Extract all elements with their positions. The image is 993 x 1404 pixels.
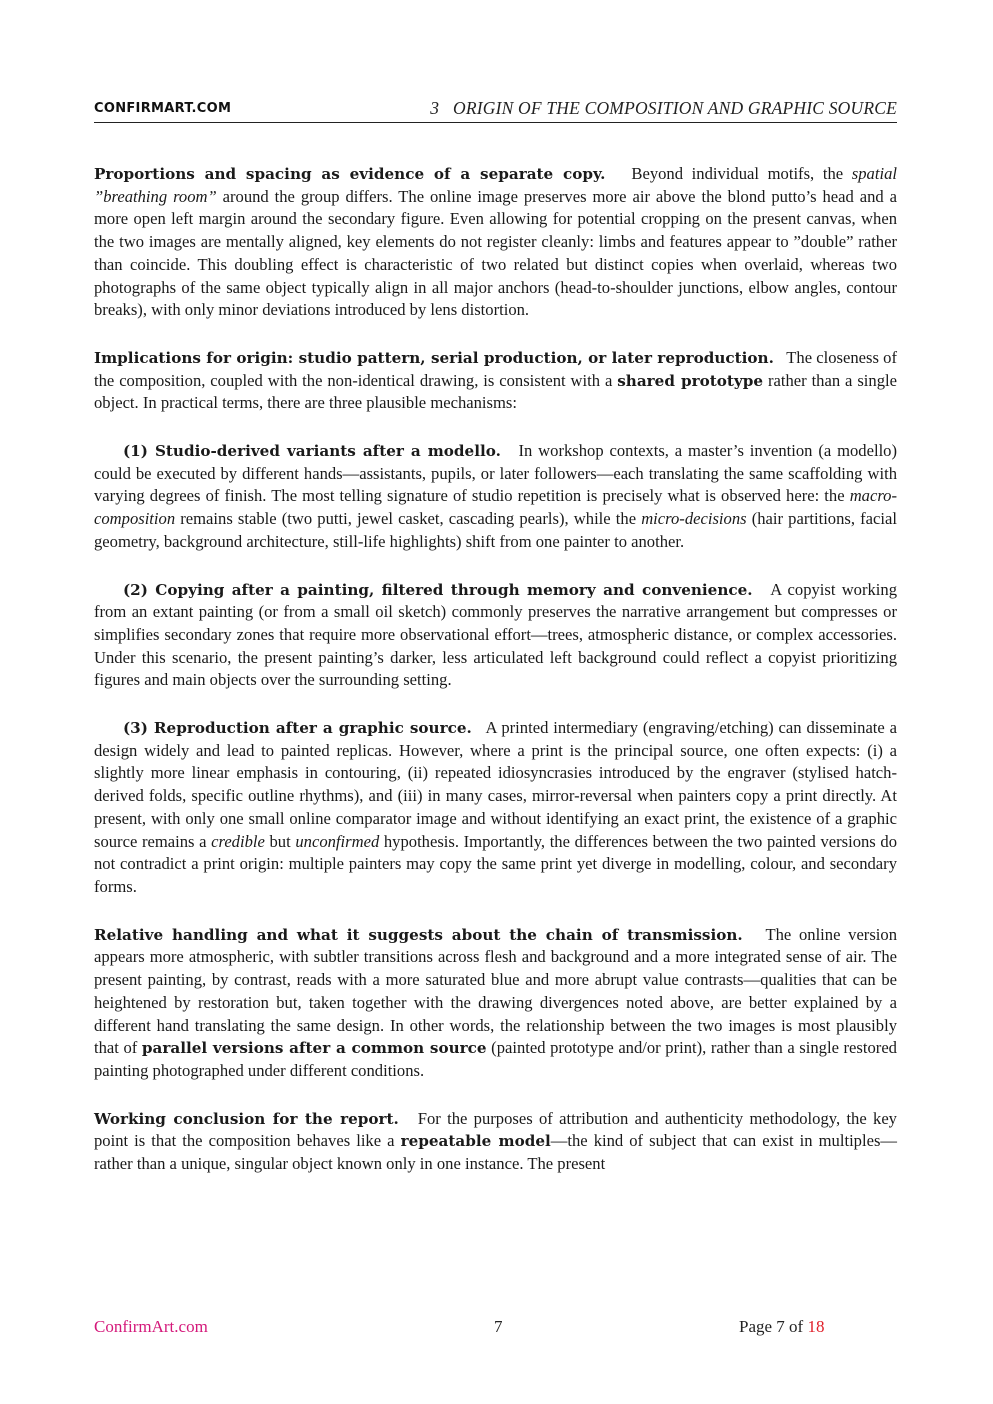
bold-text: parallel versions after a common source	[141, 1039, 487, 1058]
footer-page-number: 7	[494, 1317, 503, 1336]
running-section-title	[430, 98, 897, 119]
site-logo: CONFIRMART.COM	[94, 101, 232, 116]
paragraph-text: (hair partitions, facial geometry, background architecture, still-life highlights) shift from one painter to another.	[94, 509, 897, 551]
paragraph-text: —the kind of subject that can exist in multiples—rather than a unique, singular object known only in one instance. The present	[94, 1131, 897, 1174]
paragraph-text: A copyist working from an extant painting (or from a small oil sketch) commonly preserves the narrative arrangement but compresses or simplifies secondary zones that require more observational effort—trees, atmospheric distance, or complex accessories. Under this scenario, the present painting’s darker, less articulated left background could reflect a copyist prioritizing figures and main objects over the surrounding setting.	[94, 579, 897, 690]
paragraph-heading: (3) Reproduction after a graphic source.	[123, 719, 472, 738]
paragraph-text: The closeness of the composition, coupled with the non-identical drawing, is consistent with a	[94, 347, 898, 390]
document-body	[94, 163, 897, 1201]
paragraph-text: For the purposes of attribution and authenticity methodology, the key point is that the composition behaves like a	[94, 1108, 897, 1151]
footer-page-of	[739, 1317, 824, 1337]
paragraph-text: In workshop contexts, a master’s invention (a modello) could be executed by different hands—assistants, pupils, or later followers—each translating the same scaffolding with varying degrees of finish. The most telling signature of studio repetition is precisely what is observed here: the	[94, 441, 898, 506]
bold-text: repeatable model	[400, 1132, 551, 1151]
paragraph-studio-variants	[94, 440, 897, 554]
page-label: Page 7 of	[739, 1317, 808, 1336]
paragraph-text: Beyond individual motifs, the	[631, 164, 852, 183]
paragraph-working-conclusion	[94, 1108, 897, 1176]
paragraph-text: A printed intermediary (engraving/etching) can disseminate a design widely and lead to painted replicas. However, where a print is the principal source, one often expects: (i) a slightly more linear emphasis in contouring, (ii) repeated idiosyncrasies introduced by the engraver (stylised hatch-derived folds, specific outline rhythms), and (iii) in many cases, mirror-reversal when painters copy a print directly. At present, with only one small online comparator image and without identifying an exact print, the existence of a graphic source remains a	[94, 718, 898, 851]
paragraph-text: remains stable (two putti, jewel casket, cascading pearls), while the	[175, 509, 642, 529]
paragraph-heading: Working conclusion for the report.	[94, 1109, 399, 1128]
paragraph-proportions	[94, 163, 897, 322]
paragraph-copying	[94, 579, 897, 693]
paragraph-heading: (1) Studio-derived variants after a modello.	[123, 442, 501, 461]
emphasis-text: unconfirmed	[295, 831, 380, 851]
paragraph-text: hypothesis. Importantly, the differences between the two painted versions do not contradict a print origin: multiple painters may copy the same print yet diverge in modelling, colour, and secondary forms.	[94, 831, 897, 896]
emphasis-text: micro-decisions	[641, 509, 747, 529]
paragraph-heading: Implications for origin: studio pattern, serial production, or later reproduction.	[94, 348, 774, 367]
paragraph-heading: Relative handling and what it suggests about the chain of transmission.	[94, 925, 743, 944]
bold-text: shared prototype	[617, 371, 764, 390]
paragraph-text: The online version appears more atmospheric, with subtler transitions across flesh and background and a more integrated sense of air. The present painting, by contrast, reads with a more saturated blue and more abrupt value contrasts—qualities that can be heightened by restoration but, taken together with the drawing divergences noted above, are better explained by a different hand translating the same design. In other words, the relationship between the two images is most plausibly that of	[94, 924, 897, 1058]
page-footer	[94, 1317, 897, 1337]
paragraph-text: (painted prototype and/or print), rather than a single restored painting photographed under different conditions.	[94, 1038, 897, 1080]
emphasis-text: macro-composition	[94, 486, 897, 529]
paragraph-implications	[94, 347, 897, 415]
paragraph-heading: Proportions and spacing as evidence of a separate copy.	[94, 165, 606, 183]
paragraph-graphic-source	[94, 717, 897, 899]
footer-site-link[interactable]: ConfirmArt.com	[94, 1317, 208, 1336]
emphasis-text: credible	[211, 831, 265, 851]
paragraph-heading: (2) Copying after a painting, filtered through memory and convenience.	[123, 580, 753, 599]
total-pages-link[interactable]: 18	[807, 1317, 825, 1336]
paragraph-relative-handling	[94, 924, 897, 1083]
paragraph-text: but	[264, 831, 296, 851]
emphasis-text: spatial ”breathing room”	[94, 164, 897, 206]
section-title-text: ORIGIN OF THE COMPOSITION AND GRAPHIC SOURCE	[452, 98, 897, 118]
paragraph-text: rather than a single object. In practical terms, there are three plausible mechanisms:	[94, 370, 897, 413]
section-number: 3	[430, 98, 440, 118]
page-header	[94, 98, 897, 123]
paragraph-text: around the group differs. The online image preserves more air above the blond putto’s head and a more open left margin around the secondary figure. Even allowing for potential cropping on the present canvas, when the two images are mentally aligned, key elements do not register cleanly: limbs and features appear to ”double” rather than coincide. This doubling effect is characteristic of two related but distinct copies when overlaid, whereas two photographs of the same object typically align in all major anchors (head-to-shoulder junctions, elbow angles, contour breaks), with only minor deviations introduced by lens distortion.	[94, 186, 897, 320]
